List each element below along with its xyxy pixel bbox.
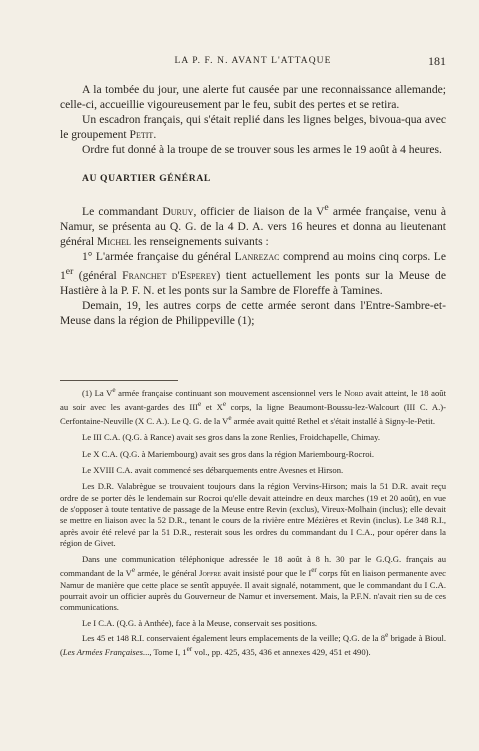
footnote: Dans une communication téléphonique adressée le 18 août à 8 h. 30 par le G.Q.G. français au commandant de la Ve armée, le général Joffre avait insisté pour que le Ier corps fût en liaison permanente avec Namur de manière que cette place se sentît appuyée. Il avait signalé, notamment, que le commandant du I C.A. pourrait avoir un officier auprès du Gouverneur de Namur et inversement. Mais, la P.F.N. n'avait rien su de ces communications.	[60, 554, 446, 613]
body-text	[60, 82, 446, 328]
page-number: 181	[428, 54, 446, 68]
paragraph: 1° L'armée française du général Lanrezac comprend au moins cinq corps. Le 1er (général Franchet d'Esperey) tient actuellement les ponts sur la Meuse de Hastière à la P. F. N. et les ponts sur la Sambre de Floreffe à Tamines.	[60, 249, 446, 297]
footnote: (1) La Ve armée française continuant son mouvement ascensionnel vers le Nord avait atteint, le 18 août au soir avec les avant-gardes des IIIe et Xe corps, la ligne Beaumont-Boussu-lez-Walcourt (III C. A.)-Cerfontaine-Neuville (X C. A.). Le Q. G. de la Ve armée avait quitté Rethel et s'était installé à Signy-le-Petit.	[60, 386, 446, 427]
person-name: Petit	[129, 128, 154, 141]
section-title: AU QUARTIER GÉNÉRAL	[82, 173, 211, 184]
person-name: Franchet d'Esperey	[122, 268, 217, 282]
footnote-divider	[60, 380, 178, 381]
paragraph: Demain, 19, les autres corps de cette armée seront dans l'Entre-Sambre-et-Meuse dans la région de Philippeville (1);	[60, 298, 446, 327]
paragraph: Le commandant Duruy, officier de liaison de la Ve armée française, venu à Namur, se présenta au Q. G. de la 4 D. A. vers 16 heures et donna au lieutenant général Michel les renseignements suivants :	[60, 202, 446, 248]
paragraph: A la tombée du jour, une alerte fut causée par une reconnaissance allemande; celle-ci, accueillie vigoureusement par le feu, subit des pertes et se retira.	[60, 83, 446, 111]
footnote: Le XVIII C.A. avait commencé ses débarquements entre Avesnes et Hirson.	[82, 465, 344, 476]
paragraph: Ordre fut donné à la troupe de se trouver sous les armes le 19 août à 4 heures.	[82, 143, 442, 156]
running-head	[60, 54, 446, 72]
paragraph: Un escadron français, qui s'était replié dans les lignes belges, bivoua-qua avec le groupement Petit.	[60, 113, 446, 141]
person-name: Duruy	[162, 204, 194, 218]
footnote: Les D.R. Valabrègue se trouvaient toujours dans la région Vervins-Hirson; mais la 51 D.R. avait reçu ordre de se porter dès le lendemain sur Rocroi qu'elle devait atteindre en deux marches (19 et 20 août), en vue de s'opposer à toute tentative de passage de la Meuse entre Revin (exclus), Vireux-Molhain (inclus); elle devait se mettre en liaison avec la 52 D.R., tenant le cours de la rivière entre Mézières et Revin (inclus). Le 348 R.I., après avoir été relevé par la 51 D.R., resterait sous les ordres du commandant du I C.A., pour opérer dans la région de Givet.	[60, 481, 446, 548]
footnote: Le I C.A. (Q.G. à Anthée), face à la Meuse, conservait ses positions.	[82, 618, 318, 629]
footnote: Le X C.A. (Q.G. à Mariembourg) avait ses gros dans la région Mariembourg-Rocroi.	[82, 448, 375, 459]
footnote: Le III C.A. (Q.G. à Rance) avait ses gros dans la zone Renlies, Froidchapelle, Chimay.	[82, 432, 380, 443]
footnote: Les 45 et 148 R.I. conservaient également leurs emplacements de la veille; Q.G. de la 8e brigade à Bioul. (Les Armées Françaises..., Tome I, 1er vol., pp. 425, 435, 436 et annexes 429, 451 et 490).	[60, 630, 446, 657]
person-name: Michel	[97, 234, 131, 248]
person-name: Lanrezac	[234, 249, 280, 263]
footnotes	[60, 385, 446, 658]
running-title: LA P. F. N. AVANT L'ATTAQUE	[174, 56, 332, 66]
